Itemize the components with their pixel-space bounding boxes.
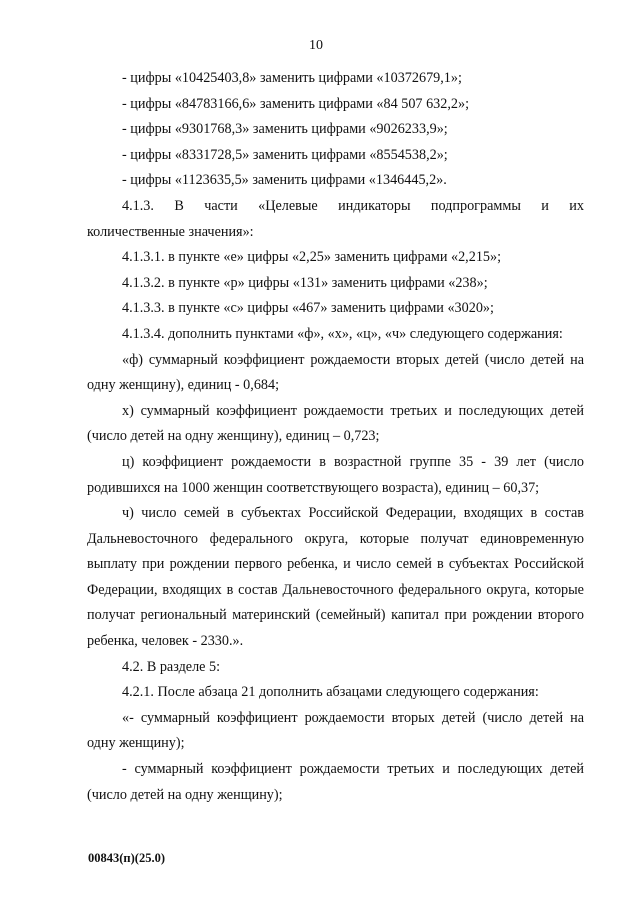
section-4-1-3-heading-cont: количественные значения»: <box>87 223 254 240</box>
paragraph-h: х) суммарный коэффициент рождаемости третьих и последующих детей (число детей на одну женщину), единиц – 0,723; <box>87 402 584 445</box>
section-4-1-3-heading: 4.1.3. В части «Целевые индикаторы подпрограммы и их <box>122 197 584 214</box>
paragraph-ts: ц) коэффициент рождаемости в возрастной группе 35 - 39 лет (число родившихся на 1000 женщин соответствующего возраста), единиц – 60,37; <box>87 453 584 496</box>
section-4-2-1: 4.2.1. После абзаца 21 дополнить абзацами следующего содержания: <box>122 684 539 701</box>
page-number: 10 <box>309 38 323 53</box>
document-body <box>87 66 584 808</box>
added-paragraph-2: - суммарный коэффициент рождаемости третьих и последующих детей (число детей на одну женщину); <box>87 761 584 803</box>
replace-line-3: - цифры «9301768,3» заменить цифрами «9026233,9»; <box>122 121 448 138</box>
item-4-1-3-4: 4.1.3.4. дополнить пунктами «ф», «х», «ц», «ч» следующего содержания: <box>122 325 563 342</box>
replace-line-1: - цифры «10425403,8» заменить цифрами «10372679,1»; <box>122 70 462 86</box>
item-4-1-3-1: 4.1.3.1. в пункте «е» цифры «2,25» заменить цифрами «2,215»; <box>122 249 502 266</box>
item-4-1-3-2: 4.1.3.2. в пункте «р» цифры «131» заменить цифрами «238»; <box>122 274 488 291</box>
replace-line-4: - цифры «8331728,5» заменить цифрами «8554538,2»; <box>122 146 448 163</box>
added-paragraph-1: «- суммарный коэффициент рождаемости вторых детей (число детей на одну женщину); <box>87 709 584 752</box>
replace-line-2: - цифры «84783166,6» заменить цифрами «84 507 632,2»; <box>122 95 470 112</box>
section-4-2: 4.2. В разделе 5: <box>122 658 221 675</box>
document-code: 00843(п)(25.0) <box>88 851 165 865</box>
item-4-1-3-3: 4.1.3.3. в пункте «с» цифры «467» заменить цифрами «3020»; <box>122 300 494 317</box>
replace-line-5: - цифры «1123635,5» заменить цифрами «1346445,2». <box>122 172 447 189</box>
paragraph-f: «ф) суммарный коэффициент рождаемости вторых детей (число детей на одну женщину), единиц - 0,684; <box>87 351 584 394</box>
paragraph-ch: ч) число семей в субъектах Российской Федерации, входящих в состав Дальневосточного федерального округа, которые получат единовременную выплату при рождении первого ребенка, и число семей в субъектах Российской Федерации, входящих в состав Дальневосточного федерального округа, которые получат региональный материнский (семейный) капитал при рождении второго ребенка, человек - 2330.». <box>87 505 584 650</box>
